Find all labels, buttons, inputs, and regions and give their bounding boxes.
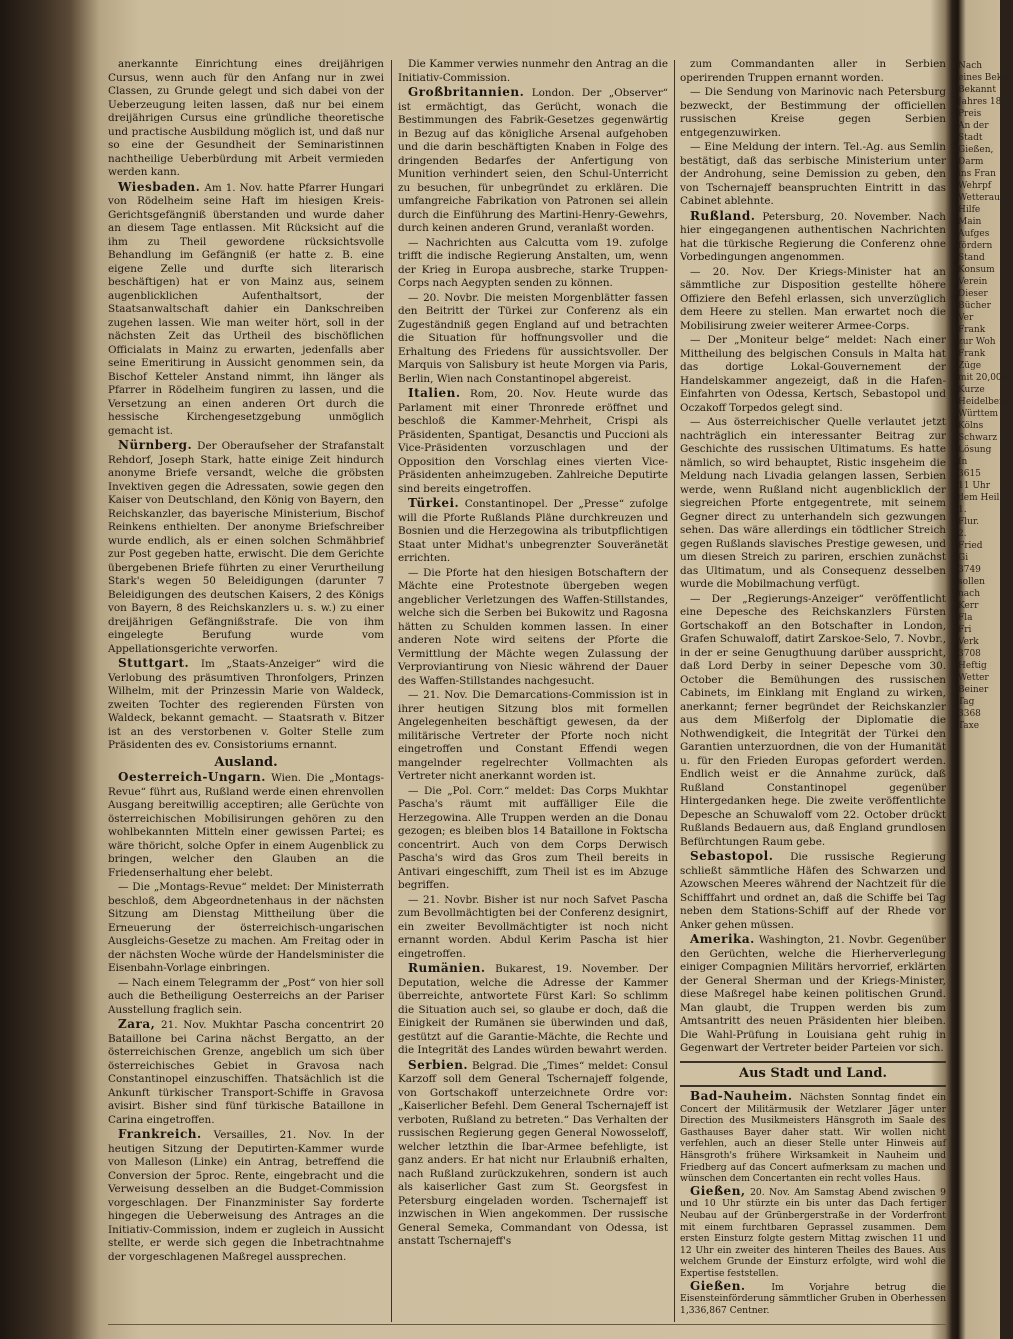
article-text: — 20. Nov. Der Kriegs-Minister hat an sämmtliche zur Disposition gestellte höhere Offiziere den Befehl erlassen, sich unverzüglich dem Heere zu stellen. Man erwartet noch die Mobilisirung zweier weiterer Armee-Corps.	[680, 265, 946, 332]
article-paragraph	[398, 962, 668, 1058]
article-text: Im „Staats-Anzeiger“ wird die Verlobung des präsumtiven Thronfolgers, Prinzen Wilhelm, mit der Prinzessin Marie von Waldeck, zweiten Tochter des regierenden Fürsten von Waldeck, bekannt gemacht. — Staatsrath v. Bitzer ist an des verstorbenen v. Golter Stelle zum Präsidenten des ev. Consistoriums ernannt.	[108, 658, 384, 751]
article-text: Washington, 21. Novbr. Gegenüber den Gerüchten, welche die Hierherverlegung einiger Compagnien Militärs hervorrief, erklärten der General Sherman und der Kriegs-Minister, diese Maßregel habe keinen politischen Grund. Man glaubt, die Truppen werden bis zum Amtsantritt des neuen Präsidenten hier bleiben. Die Wahl-Prüfung in Louisiana geht ruhig in Gegenwart der Vertreter beider Parteien vor sich.	[680, 934, 946, 1054]
edge-fragment: Heidelberg	[958, 397, 1010, 407]
edge-fragment: Fla	[958, 613, 973, 623]
edge-fragment: Frank	[958, 325, 986, 335]
article-paragraph	[680, 58, 946, 85]
edge-fragment: Kerr	[958, 601, 979, 611]
article-text: — Nachrichten aus Calcutta vom 19. zufolge trifft die indische Regierung Anstalten, um, wenn der Krieg in Europa ausbreche, starke Truppen-Corps nach Aegypten senden zu können.	[398, 236, 668, 289]
article-text: — Die Sendung von Marinovic nach Petersburg bezweckt, der Bestimmung der officiellen russischen Kreise gegen Serbien entgegenzuwirken.	[680, 86, 946, 139]
edge-fragment: 3708	[958, 649, 981, 659]
edge-fragment: Bekannt	[958, 85, 996, 95]
edge-fragment: Aufges	[958, 229, 990, 239]
edge-fragment: Stadt	[958, 133, 983, 143]
article-dateline: Italien.	[408, 386, 461, 400]
article-paragraph	[398, 689, 668, 784]
edge-fragment: Fried	[958, 541, 983, 551]
article-paragraph	[680, 141, 946, 209]
edge-fragment: Jahres 18	[958, 97, 1002, 107]
article-dateline: Stuttgart.	[118, 656, 190, 670]
edge-fragment: Bücher	[958, 301, 991, 311]
article-paragraph	[108, 181, 384, 439]
article-paragraph	[108, 1018, 384, 1127]
edge-fragment: 3368	[958, 709, 981, 719]
edge-fragment: Heftig	[958, 661, 987, 671]
article-dateline: Großbritannien.	[408, 85, 525, 99]
section-divider	[680, 1085, 946, 1087]
article-text: Versailles, 21. Nov. In der heutigen Sitzung der Deputirten-Kammer wurde von Malleson (Linke) ein Antrag, betreffend die Conversion der 5proc. Rente, eingebracht und die Verweisung desselben an die Budget-Commission vorgeschlagen. Der Finanzminister Say forderte hingegen die Ueberweisung des Antrages an die Initiativ-Commission, indem er zugleich in Aussicht stellte, er werde sich gegen die Inbetrachtnahme der vorgeschlagenen Maßregel aussprechen.	[108, 1129, 384, 1263]
article-paragraph	[398, 894, 668, 962]
edge-fragment: mit 20,000	[958, 373, 1008, 383]
article-text: Rom, 20. Nov. Heute wurde das Parlament mit einer Thronrede eröffnet und beschloß die Kammer-Mehrheit, Crispi als Präsidenten, Spantigat, Desanctis und Puccioni als Vice-Präsidenten vorzuschlagen und der Opposition den Vorschlag eines vierten Vice-Präsidenten anheimzugeben. Zahlreiche Deputirte sind bereits eingetroffen.	[398, 388, 668, 495]
article-text: 20. Nov. Am Samstag Abend zwischen 9 und 10 Uhr stürzte ein bis unter das Dach fertiger Neubau auf der Grünbergerstraße in der Vorderfront mit einem furchtbaren Geprassel zusammen. Dem ersten Einsturz folgte gestern Mittag zwischen 11 und 12 Uhr ein zweiter des hinteren Theiles des Baues. Aus welchem Grunde der Einsturz erfolgte, wird wohl die Expertise feststellen.	[680, 1186, 946, 1279]
column-right	[680, 58, 946, 1317]
article-paragraph	[108, 1128, 384, 1264]
article-text: Nächsten Sonntag findet ein Concert der Militärmusik der Wetzlarer Jäger unter Direction des Musikmeisters Hänsgroth im Saale des Gasthauses Bayer daher statt. Wir wollen nicht verfehlen, auch an dieser Stelle unter Hinweis auf Hänsgroth's frühere Wirksamkeit in Nauheim und Friedberg auf das Concert aufmerksam zu machen und wünschen dem Concertanten ein recht volles Haus.	[680, 1092, 946, 1185]
edge-fragment: Nach	[958, 61, 983, 71]
edge-fragment: Wehrpf	[958, 181, 992, 191]
section-divider	[680, 1061, 946, 1063]
edge-fragment: Verein	[958, 277, 988, 287]
edge-fragment: Ver	[958, 313, 974, 323]
article-text: anerkannte Einrichtung eines dreijährigen Cursus, wenn auch für den Anfang nur in zwei Classen, zu Grunde gelegt und sich dabei von der Ueberzeugung leiten lassen, daß nur bei einem dreijährigen Cursus eine gründliche theoretische und practische Ausbildung möglich ist, und daß nur so eine der Gesundheit der Seminaristinnen nachtheilige Ueberbürdung mit Arbeit vermieden werden kann.	[108, 58, 384, 178]
article-paragraph	[398, 86, 668, 236]
edge-fragment: 3749	[958, 565, 981, 575]
article-paragraph	[680, 1278, 946, 1317]
article-text: — Aus österreichischer Quelle verlautet jetzt nachträglich ein interessanter Beitrag zur Geschichte des russischen Ultimatums. Es hatte nämlich, so wird behauptet, Ristic insgeheim die Meldung nach Livadia gelangen lassen, Serbien werde, wenn Rußland nicht augenblicklich der siegreichen Pforte entgegentrete, mit seinem Gegner direct zu unterhandeln sich gezwungen sehen. Das wäre allerdings ein tödtlicher Streich gegen Rußlands slavisches Prestige gewesen, und um diesen Streich zu pariren, erschien zunächst das Ultimatum, und als Consequenz desselben wurde die Mobilmachung verfügt.	[680, 416, 946, 590]
edge-fragment: Gießen,	[958, 145, 994, 155]
article-text: Petersburg, 20. November. Nach hier eingegangenen authentischen Nachrichten hat die türkische Regierung die Conferenz ohne Vorbedingungen angenommen.	[680, 210, 946, 263]
article-dateline: Oesterreich-Ungarn.	[118, 770, 266, 784]
column-middle	[398, 58, 668, 1250]
edge-fragment: Beiner	[958, 685, 989, 695]
edge-fragment: Wetter	[958, 673, 989, 683]
article-dateline: Gießen,	[690, 1183, 746, 1198]
edge-fragment: Main	[958, 217, 982, 227]
edge-fragment: Wetterau	[958, 193, 1000, 203]
article-paragraph	[398, 497, 668, 566]
section-heading: Ausland.	[214, 754, 278, 770]
article-paragraph	[398, 292, 668, 387]
article-text: — Der „Moniteur belge“ meldet: Nach einer Mittheilung des belgischen Consuls in Malta hat das dortige Lokal-Gouvernement der Handelskammer angezeigt, daß in die Hafen-Einfahrten von Odessa, Kertsch, Sebastopol und Oczakoff Torpedos gelegt sind.	[680, 334, 946, 414]
article-paragraph	[108, 977, 384, 1018]
edge-fragment: Züge	[958, 361, 982, 371]
column-left	[108, 58, 384, 1265]
article-text: — Nach einem Telegramm der „Post“ von hier soll auch die Betheiligung Oesterreichs an der Pariser Ausstellung fraglich sein.	[108, 976, 384, 1016]
edge-fragment: Schwarz	[958, 433, 998, 443]
article-text: Constantinopel. Der „Presse“ zufolge will die Pforte Rußlands Pläne durchkreuzen und Bosnien und die Herzegowina als tributpflichtigen Staat unter Midhat's unbegrenzter Souveränetät errichten.	[398, 498, 668, 564]
article-text: — 20. Novbr. Die meisten Morgenblätter fassen den Beitritt der Türkei zur Conferenz als ein Zugeständniß gegen England auf und betrachten die Situation für hoffnungsvoller und die Erhaltung des Friedens für aussichtsvoller. Der Marquis von Salisbury ist heute Morgen via Paris, Berlin, Wien nach Constantinopel abgereist.	[398, 291, 668, 385]
column-rule	[391, 60, 392, 1322]
article-paragraph	[680, 86, 946, 140]
article-paragraph	[680, 933, 946, 1056]
article-paragraph	[398, 237, 668, 291]
section-heading-local: Aus Stadt und Land.	[739, 1065, 887, 1081]
edge-fragment: sollen	[958, 577, 985, 587]
article-text: London. Der „Observer“ ist ermächtigt, das Gerücht, wonach die Bestimmungen des Fabrik-Gesetzes gegenwärtig in Bezug auf das königliche Arsenal aufgehoben und die darin beschäftigten Knaben in Folge des dringenden Bedarfes der Anfertigung von Munition verhindert seien, den Schul-Unterricht zu besuchen, für unbegründet zu erklären. Die umfangreiche Fabrikation von Patronen sei allein durch die Einführung des Martini-Henry-Gewehrs, durch keinen anderen Grund, veranlaßt worden.	[398, 87, 668, 234]
article-dateline: Sebastopol.	[690, 849, 774, 863]
edge-fragment: Kurze	[958, 385, 985, 395]
article-text: — Die „Montags-Revue“ meldet: Der Ministerrath beschloß, dem Abgeordnetenhaus in der nächsten Sitzung am Dienstag Mittheilung über die Erneuerung der österreichisch-ungarischen Ausgleichs-Gesetze zu machen. Am Freitag oder in der nächsten Woche würde der Handelsminister die Eisenbahn-Vorlage einbringen.	[108, 881, 384, 974]
local-news	[680, 1091, 946, 1316]
edge-fragment: Fri	[958, 625, 972, 635]
article-text: Wien. Die „Montags-Revue“ führt aus, Rußland werde einen ehrenvollen Ausgang bereitwillig acceptiren; alle Gerüchte von österreichischen Mobilisirungen gehören zu den wohlbekannten Mitteln einer gewissen Partei; es wäre thöricht, solche Opfer in einem Augenblick zu bringen, welcher den Glauben an die Friedenserhaltung eher belebt.	[108, 772, 384, 879]
article-paragraph	[680, 1091, 946, 1185]
article-text: Die russische Regierung schließt sämmtliche Häfen des Schwarzen und Azowschen Meeres während der Nachtzeit für die Schifffahrt und ordnet an, daß die Schiffe bei Tag neben dem Stations-Schiff auf der Rhede vor Anker gehen müssen.	[680, 851, 946, 931]
edge-fragment: nach	[958, 589, 980, 599]
article-paragraph	[680, 1183, 946, 1280]
column-right-articles	[680, 58, 946, 1056]
article-dateline: Türkei.	[408, 496, 460, 510]
edge-fragment: Konsum	[958, 265, 995, 275]
article-dateline: Rumänien.	[408, 961, 486, 975]
article-paragraph	[398, 387, 668, 496]
edge-fragment: Dieser	[958, 289, 988, 299]
article-dateline: Bad-Nauheim.	[690, 1089, 793, 1103]
article-text: — 21. Novbr. Bisher ist nur noch Safvet Pascha zum Bevollmächtigten bei der Conferenz designirt, ein zweiter Bevollmächtigter ist noch nicht ernannt worden. Abdul Kerim Pascha ist hier eingetroffen.	[398, 893, 668, 960]
article-paragraph	[108, 58, 384, 180]
article-text: Belgrad. Die „Times“ meldet: Consul Karzoff soll dem General Tschernajeff folgende, von Gortschakoff unterzeichnete Ordre vor: „Kaiserlicher Befehl. Dem General Tschernajeff ist verboten, Rußland zu betreten.“ Das Verhalten der russischen Regierung gegen General Nowosseloff, welcher letzthin die Ibar-Armee befehligte, ist ganz anders. Er hat nicht nur Erlaubniß erhalten, nach Rußland zurückzukehren, sondern ist auch als kaiserlicher Gast zum St. Georgsfest in Petersburg eingeladen worden. Tschernajeff ist inzwischen in Wien angekommen. Der russische General Semeka, Commandant von Odessa, ist anstatt Tschernajeff's	[398, 1059, 668, 1247]
article-dateline: Rußland.	[690, 208, 756, 223]
article-text: zum Commandanten aller in Serbien operirenden Truppen ernannt worden.	[680, 58, 946, 84]
article-paragraph	[108, 881, 384, 976]
edge-fragment: Tag	[958, 697, 975, 707]
article-text: — Die „Pol. Corr.“ meldet: Das Corps Mukhtar Pascha's räumt mit auffälliger Eile die Herzegowina. Alle Truppen werden an die Donau gezogen; es bleiben blos 14 Bataillone in Foktscha concentrirt. Auch von dem Corps Derwisch Pascha's wird das Gros zum Theil bereits in Antivari eingeschifft, zum Theil ist es im Abzuge begriffen.	[398, 784, 668, 891]
article-text: 21. Nov. Mukhtar Pascha concentrirt 20 Bataillone bei Carina nächst Bergatto, an der österreichischen Grenze, angeblich um sich über österreichisches Gebiet in Gravosa nach Constantinopel einzuschiffen. Thatsächlich ist die Ankunft türkischer Transport-Schiffe in Gravosa avisirt. Bisher sind fünf türkische Bataillone in Carina eingetroffen.	[108, 1019, 384, 1126]
article-dateline: Serbien.	[408, 1057, 469, 1072]
adjacent-page-edge	[958, 60, 1013, 1290]
edge-fragment: Flur.	[958, 517, 980, 527]
edge-fragment: 1.	[958, 505, 967, 515]
edge-fragment: eines Bekan	[958, 73, 1013, 83]
edge-fragment: zur Woh	[958, 337, 996, 347]
edge-fragment: 2.	[958, 529, 967, 539]
newspaper-page	[108, 58, 946, 1324]
article-paragraph	[680, 593, 946, 850]
article-paragraph	[680, 850, 946, 932]
edge-fragment: 11 Uhr	[958, 481, 990, 491]
article-dateline: Nürnberg.	[118, 438, 193, 452]
article-dateline: Gießen.	[690, 1278, 746, 1293]
edge-fragment: Gi	[958, 553, 969, 563]
article-dateline: Frankreich.	[118, 1127, 202, 1141]
page-bottom-edge	[108, 1324, 946, 1325]
edge-fragment: In	[958, 457, 968, 467]
edge-fragment: Kölns	[958, 421, 984, 431]
article-text: Im Vorjahre betrug die Eisensteinförderung sämmtlicher Gruben in Oberhessen 1,336,867 Centner.	[680, 1281, 946, 1316]
article-paragraph	[680, 334, 946, 415]
article-paragraph	[398, 1059, 668, 1249]
edge-fragment: Darm	[958, 157, 984, 167]
article-text: Am 1. Nov. hatte Pfarrer Hungari von Rödelheim seine Haft im hiesigen Kreis-Gerichtsgefängniß überstanden und wurde daher an diesem Tage entlassen. Mit Rücksicht auf die ihm zu Theil gewordene rücksichtsvolle Behandlung im Gefängniß (er hatte z. B. eine eigene Zelle und durfte sich literarisch beschäftigen) hat er von Mainz aus, seinem augenblicklichen Aufenthaltsort, der Staatsanwaltschaft dahier ein Dankschreiben zugehen lassen. Wie man weiter hört, soll in der nächsten Zeit das Urtheil des bischöflichen Officialats in Mainz zu erwarten, jedenfalls aber seine Emeritirung in Aussicht genommen sein, da Bischof Ketteler Anstand nimmt, ihn länger als Pfarrer in Rödelheim fungiren zu lassen, und die Versetzung an einen anderen Ort durch die hessische Kirchengesetzgebung unmöglich gemacht ist.	[108, 181, 384, 437]
edge-fragment: Frank	[958, 349, 986, 359]
article-paragraph	[680, 210, 946, 265]
article-text: Die Kammer verwies nunmehr den Antrag an die Initiativ-Commission.	[398, 58, 668, 84]
article-paragraph	[398, 567, 668, 689]
article-paragraph	[108, 657, 384, 753]
edge-fragment: Württem	[958, 409, 999, 419]
article-text: — Der „Regierungs-Anzeiger“ veröffentlicht eine Depesche des Reichskanzlers Fürsten Gortschakoff an den Botschafter in London, Grafen Schuwaloff, datirt Zarskoe-Selo, 7. Novbr., in der er seine Genugthuung darüber ausspricht, daß Lord Derby in seiner Depesche vom 30. October die Bemühungen des russischen Cabinets, im Einklang mit England zu wirken, anerkannt; ferner begründet der Reichskanzler aus dem Mißerfolg der Diplomatie die Nothwendigkeit, die Integrität der Türkei den Garantien unterzuordnen, die von der Humanität u. für den Frieden Europas gefordert werden. Endlich weist er die Annahme zurück, daß Rußland Constantinopel gegenüber Hintergedanken hege. Die zweite veröffentlichte Depesche an Schuwaloff vom 22. October drückt Rußlands Bedauern aus, daß England grundlosen Befürchtungen Raum gebe.	[680, 592, 946, 848]
column-rule	[674, 60, 675, 1322]
edge-fragment: fördern	[958, 241, 993, 251]
article-paragraph	[398, 58, 668, 85]
edge-fragment: Lösung	[958, 445, 992, 455]
article-text: — 21. Nov. Die Demarcations-Commission ist in ihrer heutigen Sitzung blos mit formellen Angelegenheiten beschäftigt gewesen, da der militärische Vertreter der Pforte noch nicht eingetroffen und Constant Effendi wegen mangelnder regelrechter Vollmachten als Vertreter nicht anerkannt worden ist.	[398, 689, 668, 782]
article-paragraph	[680, 266, 946, 334]
edge-fragment: 3615	[958, 469, 981, 479]
edge-fragment: Verk	[958, 637, 979, 647]
edge-fragment: An der	[958, 121, 989, 131]
edge-fragment: Taxe	[958, 721, 980, 731]
edge-fragment: Preis	[958, 109, 982, 119]
article-dateline: Wiesbaden.	[118, 179, 201, 194]
edge-fragment: ins Fran	[958, 169, 996, 179]
article-paragraph	[108, 439, 384, 656]
article-text: — Die Pforte hat den hiesigen Botschaftern der Mächte eine Protestnote übergeben wegen angeblicher Verletzungen des Waffen-Stillstandes, welche sich die Serben bei Bukowitz und Ragosna hätten zu Schulden kommen lassen. In einer anderen Note wird seitens der Pforte die Vermittlung der Mächte wegen Zulassung der Verproviantirung von Niesic während der Dauer des Waffen-Stillstandes nachgesucht.	[398, 566, 668, 687]
article-paragraph	[398, 785, 668, 893]
article-text: — Eine Meldung der intern. Tel.-Ag. aus Semlin bestätigt, daß das serbische Ministerium unter der Androhung, seine Demission zu geben, den von Tschernajeff beanspruchten Eintritt in das Cabinet ablehnte.	[680, 141, 946, 207]
article-paragraph	[680, 416, 946, 592]
article-paragraph	[108, 771, 384, 880]
article-text: Bukarest, 19. November. Der Deputation, welche die Adresse der Kammer überreichte, antwortete Fürst Karl: So schlimm die Situation auch sei, so glaube er doch, daß die Einigkeit der Rumänen sie überwinden und daß, gestützt auf die Garantie-Mächte, die Rechte und die Integrität des Landes würden bewahrt werden.	[398, 963, 668, 1056]
article-dateline: Amerika.	[690, 932, 755, 946]
article-dateline: Zara,	[118, 1017, 156, 1031]
article-text: Der Oberaufseher der Strafanstalt Rehdorf, Joseph Stark, hatte einige Zeit hindurch anonyme Briefe versandt, welche die gröbsten Invektiven gegen die Adressaten, sowie gegen den Kaiser von Deutschland, den König von Bayern, den Reichskanzler, das bayerische Ministerium, Bischof Reinkens enthielten. Der anonyme Briefschreiber wurde endlich, als er einen solchen Schmähbrief zur Post gegeben hatte, erwischt. Die dem Gerichte übergebenen Briefe führten zu einer Verurtheilung Stark's wegen 50 Beleidigungen (darunter 7 Beleidigungen des deutschen Kaisers, 2 des Königs von Bayern, 8 des Reichskanzlers u. s. w.) zu einer dreijährigen Gefängnißstrafe. Die von ihm eingelegte Berufung wurde vom Appellationsgerichte verworfen.	[108, 440, 384, 655]
edge-fragment: Hilfe	[958, 205, 981, 215]
edge-fragment: dem Heil	[958, 493, 1000, 503]
edge-fragment: Stand	[958, 253, 985, 263]
